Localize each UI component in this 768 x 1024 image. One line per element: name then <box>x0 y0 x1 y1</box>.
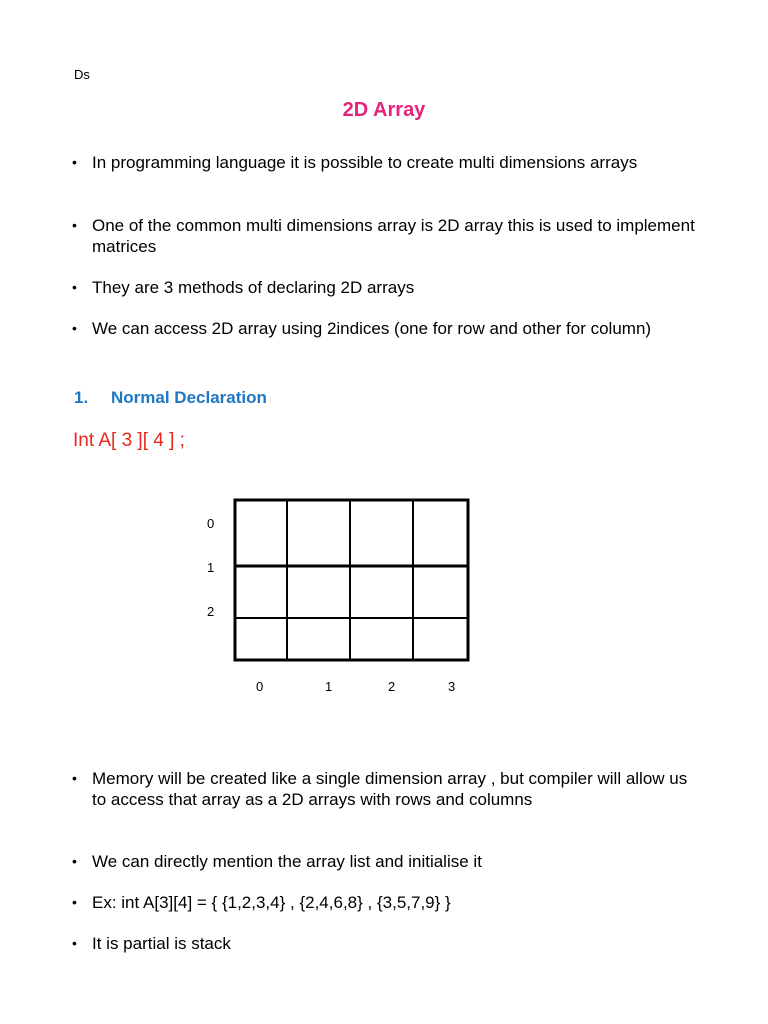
bullet-icon: • <box>72 279 77 295</box>
list-item <box>72 318 702 339</box>
array-grid-diagram <box>190 490 490 710</box>
column-index-label: 2 <box>388 679 396 694</box>
list-item-text: We can access 2D array using 2indices (one for row and other for column) <box>92 319 652 338</box>
column-index-label: 3 <box>448 679 456 694</box>
list-item-text: Memory will be created like a single dimension array , but compiler will allow us to access that array as a 2D arrays with rows and columns <box>92 769 688 809</box>
section-heading-text: Normal Declaration <box>111 388 267 407</box>
bullet-icon: • <box>72 154 77 170</box>
list-item-text: We can directly mention the array list and initialise it <box>92 852 482 871</box>
list-item-text: It is partial is stack <box>92 934 231 953</box>
column-index-label: 1 <box>325 679 333 694</box>
list-item <box>72 152 702 173</box>
bullet-icon: • <box>72 853 77 869</box>
bullet-icon: • <box>72 320 77 336</box>
list-item-text: They are 3 methods of declaring 2D arrays <box>92 278 415 297</box>
section-number: 1. <box>74 388 89 407</box>
list-item-text: In programming language it is possible to create multi dimensions arrays <box>92 153 638 172</box>
bullet-icon: • <box>72 217 77 233</box>
row-index-label: 2 <box>207 604 215 619</box>
list-item <box>72 892 702 913</box>
row-index-label: 1 <box>207 560 215 575</box>
list-item <box>72 851 702 872</box>
bullet-icon: • <box>72 894 77 910</box>
list-item-text: One of the common multi dimensions array is 2D array this is used to implement matrices <box>92 216 695 256</box>
list-item <box>72 768 702 810</box>
column-index-label: 0 <box>256 679 264 694</box>
page-title: 2D Array <box>342 99 426 121</box>
list-item <box>72 215 702 257</box>
code-example: Int A[ 3 ][ 4 ] ; <box>73 430 185 451</box>
list-item <box>72 933 702 954</box>
list-item-text: Ex: int A[3][4] = { {1,2,3,4} , {2,4,6,8} , {3,5,7,9} } <box>92 893 451 912</box>
bullet-icon: • <box>72 935 77 951</box>
grid-frame <box>235 500 468 660</box>
header-tag: Ds <box>74 67 90 82</box>
list-item <box>72 277 702 298</box>
bullet-icon: • <box>72 770 77 786</box>
row-index-label: 0 <box>207 516 215 531</box>
section-heading <box>74 388 267 408</box>
